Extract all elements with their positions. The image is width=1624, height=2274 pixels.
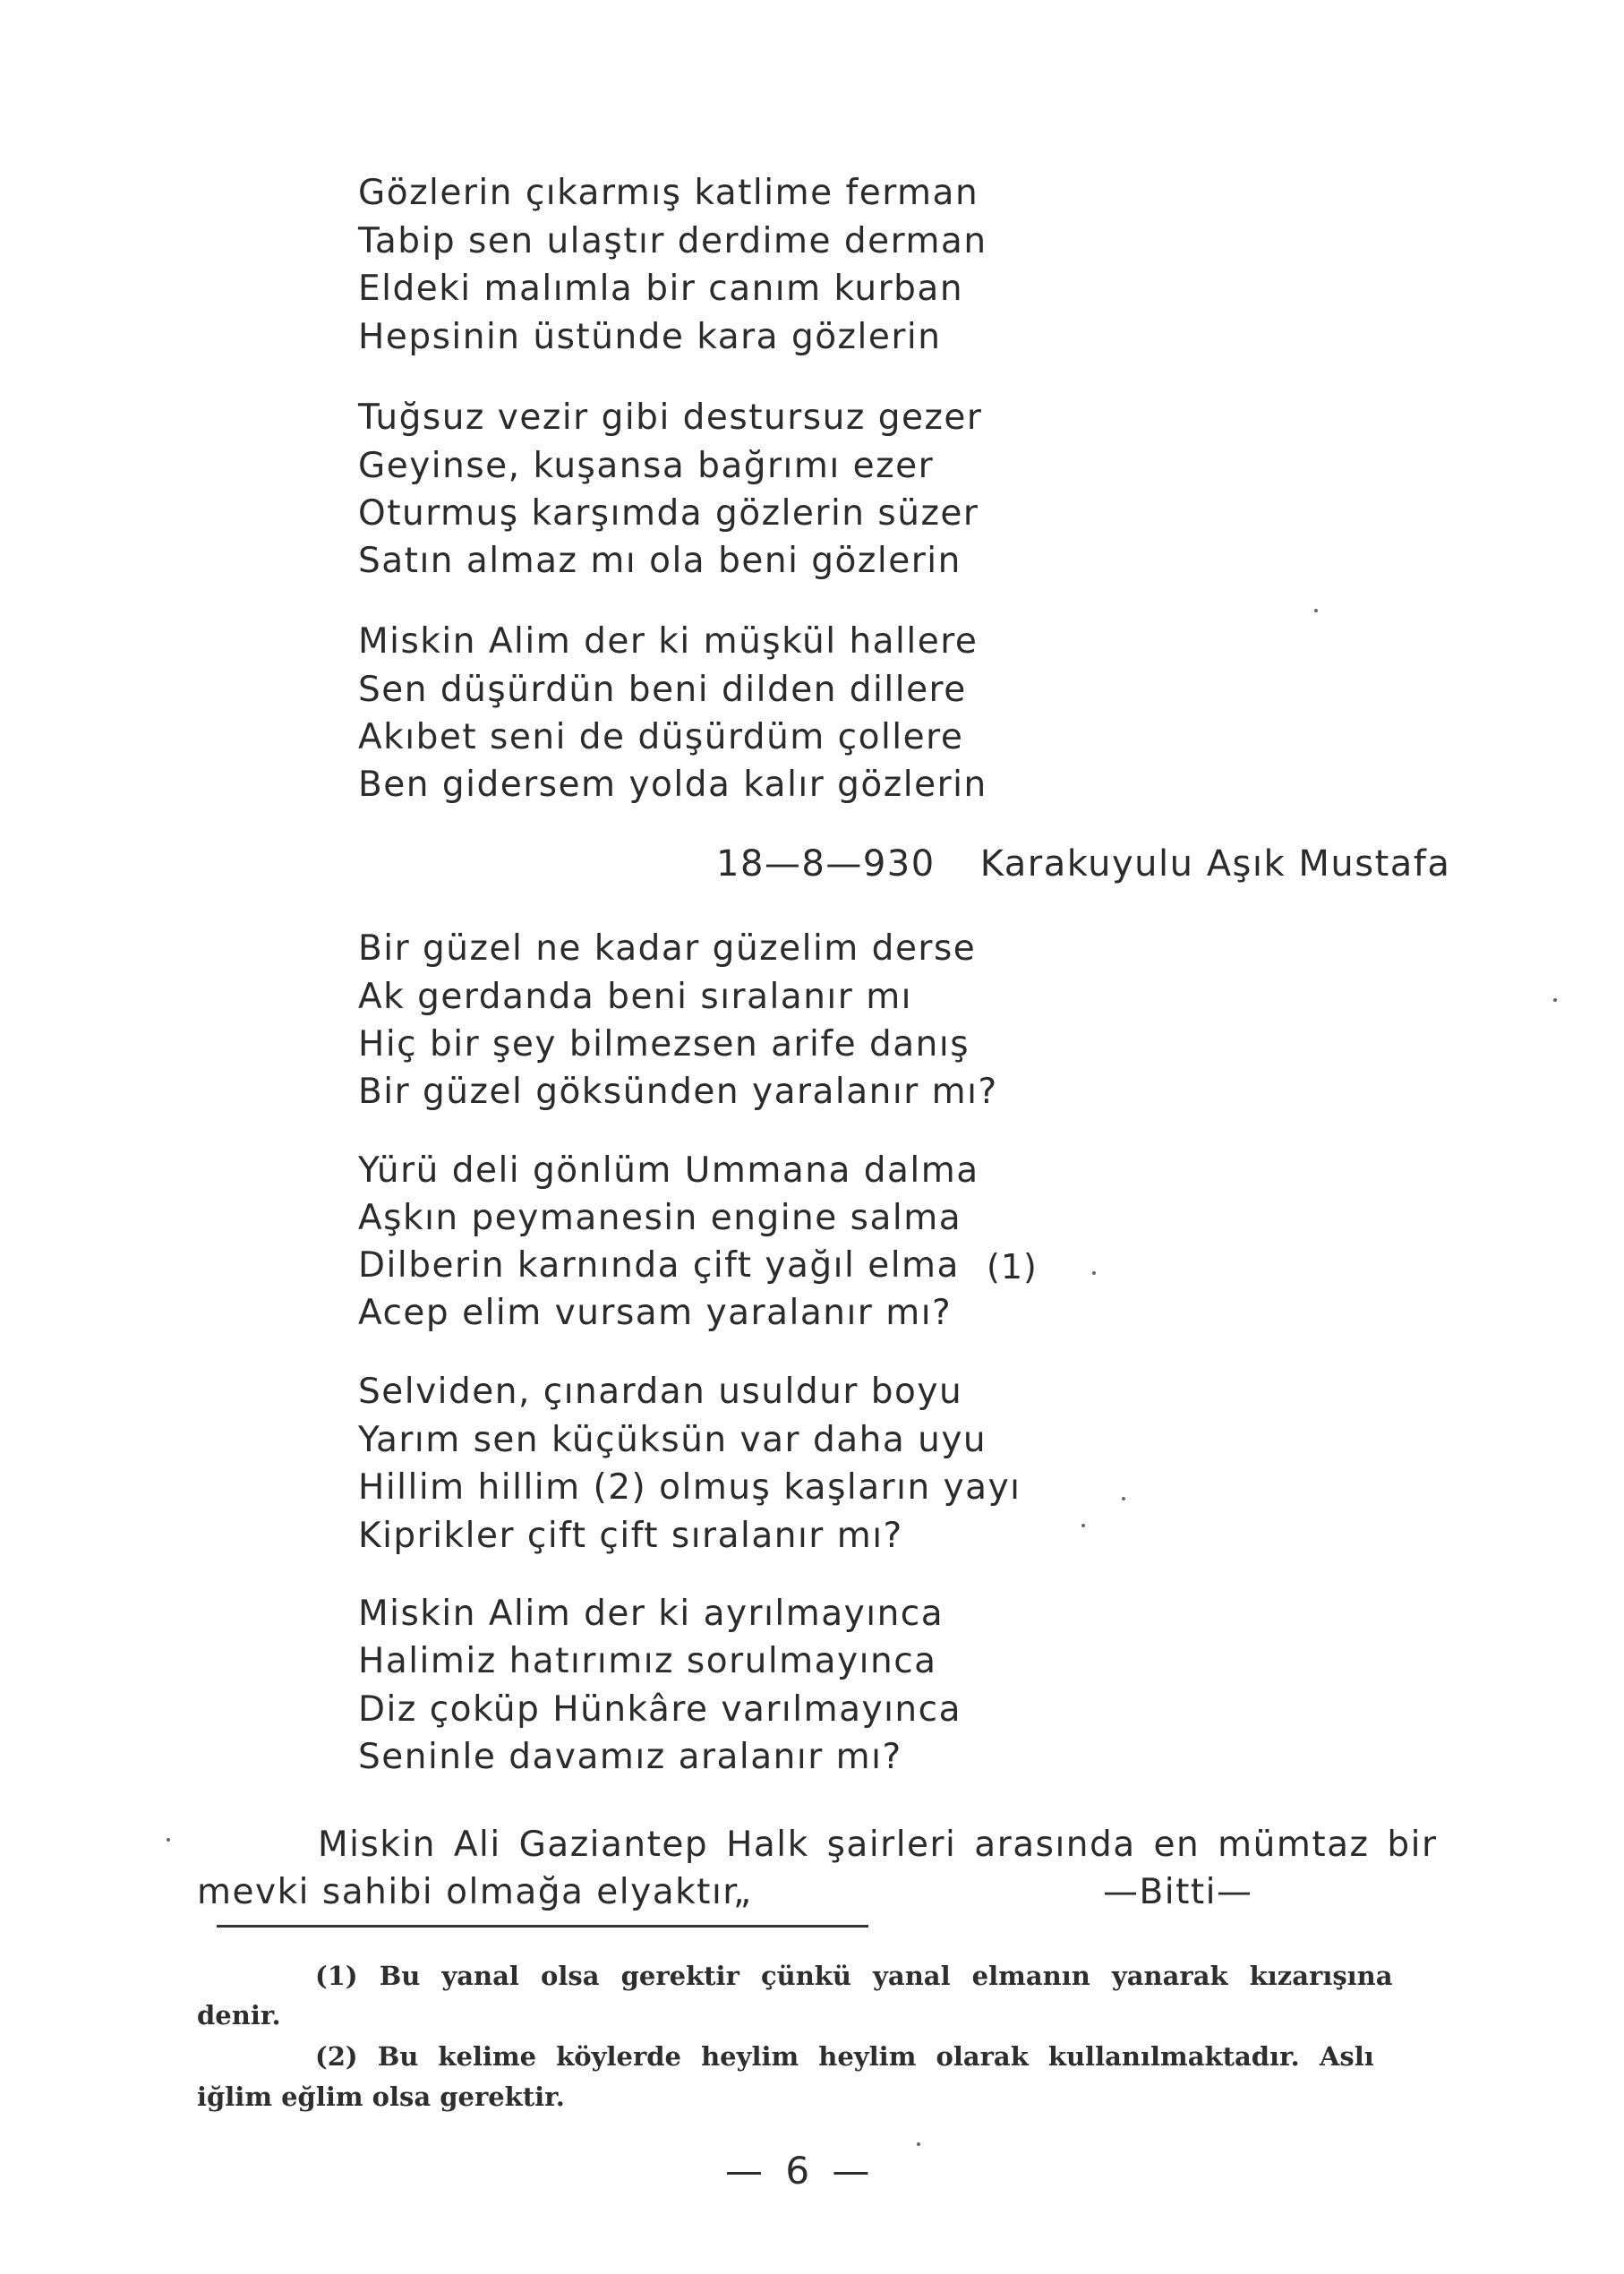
verse-line: Miskin Alim der ki müşkül hallere <box>358 621 979 662</box>
scan-speck <box>1122 1497 1125 1500</box>
footnote-2-line-1: (2) Bu kelime köylerde heylim heylim olarak kullanılmaktadır. Aslı <box>315 2041 1374 2072</box>
footnote-1-line-2: denir. <box>197 2000 281 2030</box>
scan-speck <box>1553 998 1557 1002</box>
poem1-signature <box>716 843 1495 885</box>
verse-line: Aşkın peymanesin engine salma <box>358 1198 962 1238</box>
footnote-marker: (1) <box>987 1247 1038 1287</box>
scan-speck <box>1092 1271 1096 1275</box>
verse-line: Bir güzel göksünden yaralanır mı? <box>358 1072 998 1112</box>
verse-line: Satın almaz mı ola beni gözlerin <box>358 541 962 581</box>
closing-line-1: Miskin Ali Gaziantep Halk şairleri arasında en mümtaz bir <box>318 1825 1438 1865</box>
verse-line: Miskin Alim der ki ayrılmayınca <box>358 1594 944 1634</box>
footnote-1-line-1: (1) Bu yanal olsa gerektir çünkü yanal elmanın yanarak kızarışına <box>315 1961 1393 1991</box>
verse-line: Geyinse, kuşansa bağrımı ezer <box>358 446 935 486</box>
verse-line: Hiç bir şey bilmezsen arife danış <box>358 1024 970 1064</box>
scan-speck <box>167 1838 170 1842</box>
verse-line: Hepsinin üstünde kara gözlerin <box>358 317 942 357</box>
poem-date: 18—8—930 <box>716 843 936 885</box>
verse-line: Kiprikler çift çift sıralanır mı? <box>358 1516 903 1556</box>
page-number: — 6 — <box>725 2149 876 2193</box>
verse-line: Seninle davamız aralanır mı? <box>358 1737 902 1777</box>
scan-speck <box>917 2142 920 2146</box>
verse-line: Yarım sen küçüksün var daha uyu <box>358 1420 987 1460</box>
verse-line: Ak gerdanda beni sıralanır mı <box>358 977 913 1017</box>
end-mark: —Bitti— <box>1103 1872 1253 1912</box>
verse-line: Halimiz hatırımız sorulmayınca <box>358 1641 937 1681</box>
verse-line: Tuğsuz vezir gibi destursuz gezer <box>358 398 983 438</box>
verse-line: Selviden, çınardan usuldur boyu <box>358 1372 963 1412</box>
verse-line: Sen düşürdün beni dilden dillere <box>358 670 967 710</box>
verse-line: Akıbet seni de düşürdüm çollere <box>358 717 964 757</box>
closing-line-2: mevki sahibi olmağa elyaktır„ <box>197 1872 753 1912</box>
verse-line: Dilberin karnında çift yağıl elma <box>358 1245 960 1286</box>
verse-line: Tabip sen ulaştır derdime derman <box>358 221 987 261</box>
verse-line: Oturmuş karşımda gözlerin süzer <box>358 493 979 534</box>
verse-line: Acep elim vursam yaralanır mı? <box>358 1293 953 1333</box>
scan-speck <box>1314 609 1318 612</box>
footnote-2-line-2: iğlim eğlim olsa gerektir. <box>197 2082 565 2112</box>
footnote-divider <box>217 1925 868 1928</box>
poem-author: Karakuyulu Aşık Mustafa <box>979 843 1451 885</box>
verse-line: Hillim hillim (2) olmuş kaşların yayı <box>358 1467 1021 1508</box>
verse-line: Gözlerin çıkarmış katlime ferman <box>358 173 979 213</box>
verse-line: Bir güzel ne kadar güzelim derse <box>358 928 977 969</box>
verse-line: Yürü deli gönlüm Ummana dalma <box>358 1150 979 1191</box>
verse-line: Diz çoküp Hünkâre varılmayınca <box>358 1689 962 1730</box>
verse-line: Ben gidersem yolda kalır gözlerin <box>358 765 987 805</box>
scan-speck <box>1081 1524 1085 1527</box>
verse-line: Eldeki malımla bir canım kurban <box>358 269 964 309</box>
